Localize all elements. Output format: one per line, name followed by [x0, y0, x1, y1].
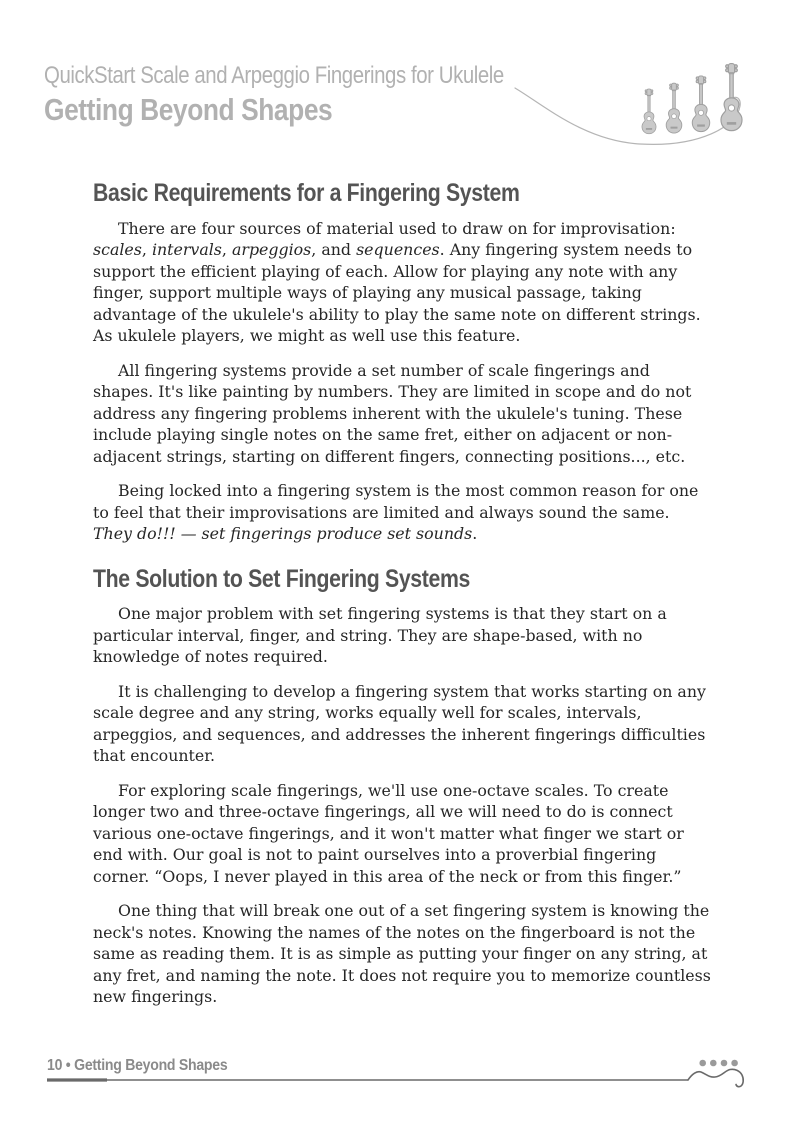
italic-run: They do!!! — set fingerings produce set sounds	[93, 524, 473, 543]
text-run: Being locked into a fingering system is the most common reason for one to feel that their improvisations are limited and always sound the same.	[93, 481, 699, 522]
text-run: , and	[311, 240, 357, 259]
italic-run: scales	[93, 240, 142, 259]
ukulele-icon	[718, 62, 745, 140]
footer-title: Getting Beyond Shapes	[74, 1057, 228, 1074]
text-run: ,	[141, 240, 152, 259]
italic-run: sequences	[356, 240, 440, 259]
text-run: . Any fingering system needs to support the efficient playing of each. Allow for playing any note with any finger, support multiple ways of playing any musical passage, taking advantage of the ukulele's ability to play the same note on different strings. As ukulele players, we might as well use this feature.	[93, 240, 701, 345]
ukulele-icon	[640, 88, 658, 140]
footer-separator: •	[65, 1057, 71, 1074]
paragraph	[93, 780, 711, 888]
italic-run: intervals	[151, 240, 222, 259]
paragraph	[93, 480, 711, 545]
text-run: All fingering systems provide a set number of scale fingerings and shapes. It's like painting by numbers. They are limited in scope and do not address any fingering problems inherent with the ukulele's tuning. These include playing single notes on the same fret, either on adjacent or non-adjacent strings, starting on different fingers, connecting positions..., etc.	[93, 360, 692, 466]
footer-art	[40, 1050, 760, 1105]
page-body	[93, 179, 711, 1021]
ukulele-icons	[640, 60, 745, 140]
text-run: There are four sources of material used to draw on for improvisation:	[118, 218, 676, 238]
series-title: QuickStart Scale and Arpeggio Fingerings for Ukulele	[44, 62, 504, 89]
paragraph	[93, 603, 711, 668]
text-run: One thing that will break one out of a set fingering system is knowing the neck's notes. Knowing the names of the notes on the fingerboard is not the same as reading them. It is as simple as putting your finger on any string, at any fret, and naming the note. It does not require you to memorize countless new fingerings.	[93, 901, 711, 1006]
paragraph	[93, 900, 711, 1008]
section-heading: Basic Requirements for a Fingering System	[93, 179, 520, 207]
chapter-title: Getting Beyond Shapes	[44, 92, 333, 127]
paragraph	[93, 218, 711, 347]
ukulele-icon	[690, 74, 712, 140]
ukulele-icon	[664, 82, 684, 140]
footer-dots	[699, 1060, 737, 1067]
sections	[93, 179, 711, 1008]
text-run: For exploring scale fingerings, we'll use one-octave scales. To create longer two and three-octave fingerings, all we will need to do is connect various one-octave fingerings, and it won't matter what finger we start or end with. Our goal is not to paint ourselves into a proverbial fingering corner. “Oops, I never played in this area of the neck or from this finger.”	[93, 780, 684, 886]
text-run: ,	[221, 240, 232, 259]
section-heading: The Solution to Set Fingering Systems	[93, 564, 471, 593]
paragraph	[93, 360, 711, 468]
paragraph	[93, 681, 711, 767]
text-run: .	[472, 524, 478, 543]
text-run: It is challenging to develop a fingering system that works starting on any scale degree and any string, works equally well for scales, intervals, arpeggios, and sequences, and addresses the inherent fingerings difficulties that encounter.	[93, 681, 706, 765]
italic-run: arpeggios	[231, 240, 312, 259]
text-run: One major problem with set fingering systems is that they start on a particular interval, finger, and string. They are shape-based, with no knowledge of notes required.	[93, 604, 667, 666]
footer-squiggle-icon	[688, 1069, 743, 1086]
page-number: 10	[47, 1057, 63, 1074]
